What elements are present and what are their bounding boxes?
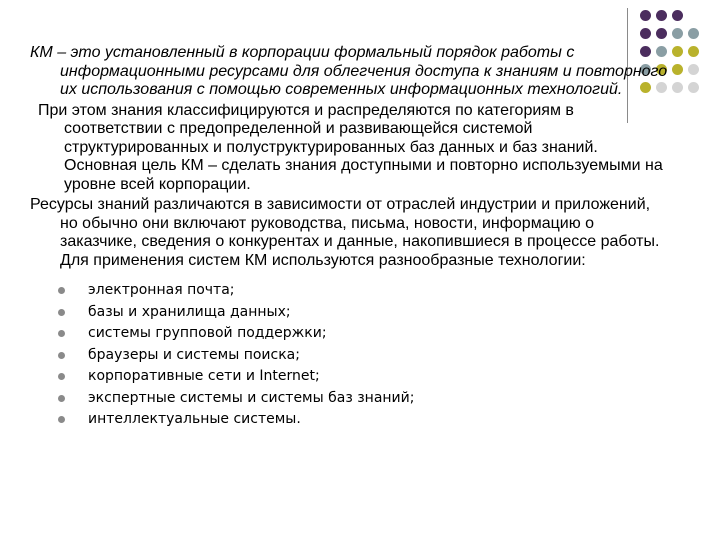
bullet-icon bbox=[58, 373, 65, 380]
decorative-dot bbox=[672, 28, 683, 39]
slide-content bbox=[30, 44, 670, 431]
bullet-icon bbox=[58, 309, 65, 316]
decorative-dot bbox=[656, 10, 667, 21]
decorative-dot bbox=[688, 46, 699, 57]
list-item bbox=[58, 323, 670, 345]
list-item bbox=[58, 366, 670, 388]
decorative-dot bbox=[640, 10, 651, 21]
bullet-icon bbox=[58, 416, 65, 423]
decorative-dot bbox=[688, 28, 699, 39]
decorative-dot bbox=[640, 28, 651, 39]
knowledge-classification-paragraph: При этом знания классифицируются и распределяются по категориям в соответствии с предопределенной и развивающейся системой структурированных и полуструктурированных баз данных и баз знаний. Основная цель КМ – сделать знания доступными и повторно используемыми на уровне всей корпорации. bbox=[38, 101, 663, 193]
technology-label: экспертные системы и системы баз знаний; bbox=[88, 389, 415, 406]
technology-label: интеллектуальные системы. bbox=[88, 411, 301, 427]
technology-label: браузеры и системы поиска; bbox=[88, 346, 300, 363]
decorative-dot bbox=[672, 64, 683, 75]
decorative-dot bbox=[672, 10, 683, 21]
list-item bbox=[58, 388, 670, 410]
decorative-dot bbox=[688, 82, 699, 93]
bullet-icon bbox=[58, 287, 65, 294]
decorative-dot bbox=[672, 82, 683, 93]
list-item bbox=[58, 409, 670, 431]
list-item bbox=[58, 280, 670, 302]
technology-label: электронная почта; bbox=[88, 282, 235, 298]
knowledge-resources-paragraph: Ресурсы знаний различаются в зависимости от отраслей индустрии и приложений, но обычно они включают руководства, письма, новости, информацию о заказчике, сведения о конкурентах и данные, накопившиеся в процессе работы. Для применения систем КМ используются разнообразные технологии: bbox=[30, 196, 660, 269]
technologies-list bbox=[30, 280, 670, 431]
technology-label: базы и хранилища данных; bbox=[88, 303, 291, 320]
technology-label: системы групповой поддержки; bbox=[88, 325, 327, 341]
bullet-icon bbox=[58, 352, 65, 359]
technology-label: корпоративные сети и Internet; bbox=[88, 368, 320, 384]
bullet-icon bbox=[58, 395, 65, 402]
decorative-dot bbox=[672, 46, 683, 57]
km-definition: КМ – это установленный в корпорации формальный порядок работы с информационными ресурсами для облегчения доступа к знаниям и повторного их использования с помощью современных информационных технологий. bbox=[30, 44, 668, 98]
list-item bbox=[58, 302, 670, 324]
bullet-icon bbox=[58, 330, 65, 337]
decorative-dot bbox=[688, 64, 699, 75]
decorative-dot bbox=[656, 28, 667, 39]
list-item bbox=[58, 345, 670, 367]
